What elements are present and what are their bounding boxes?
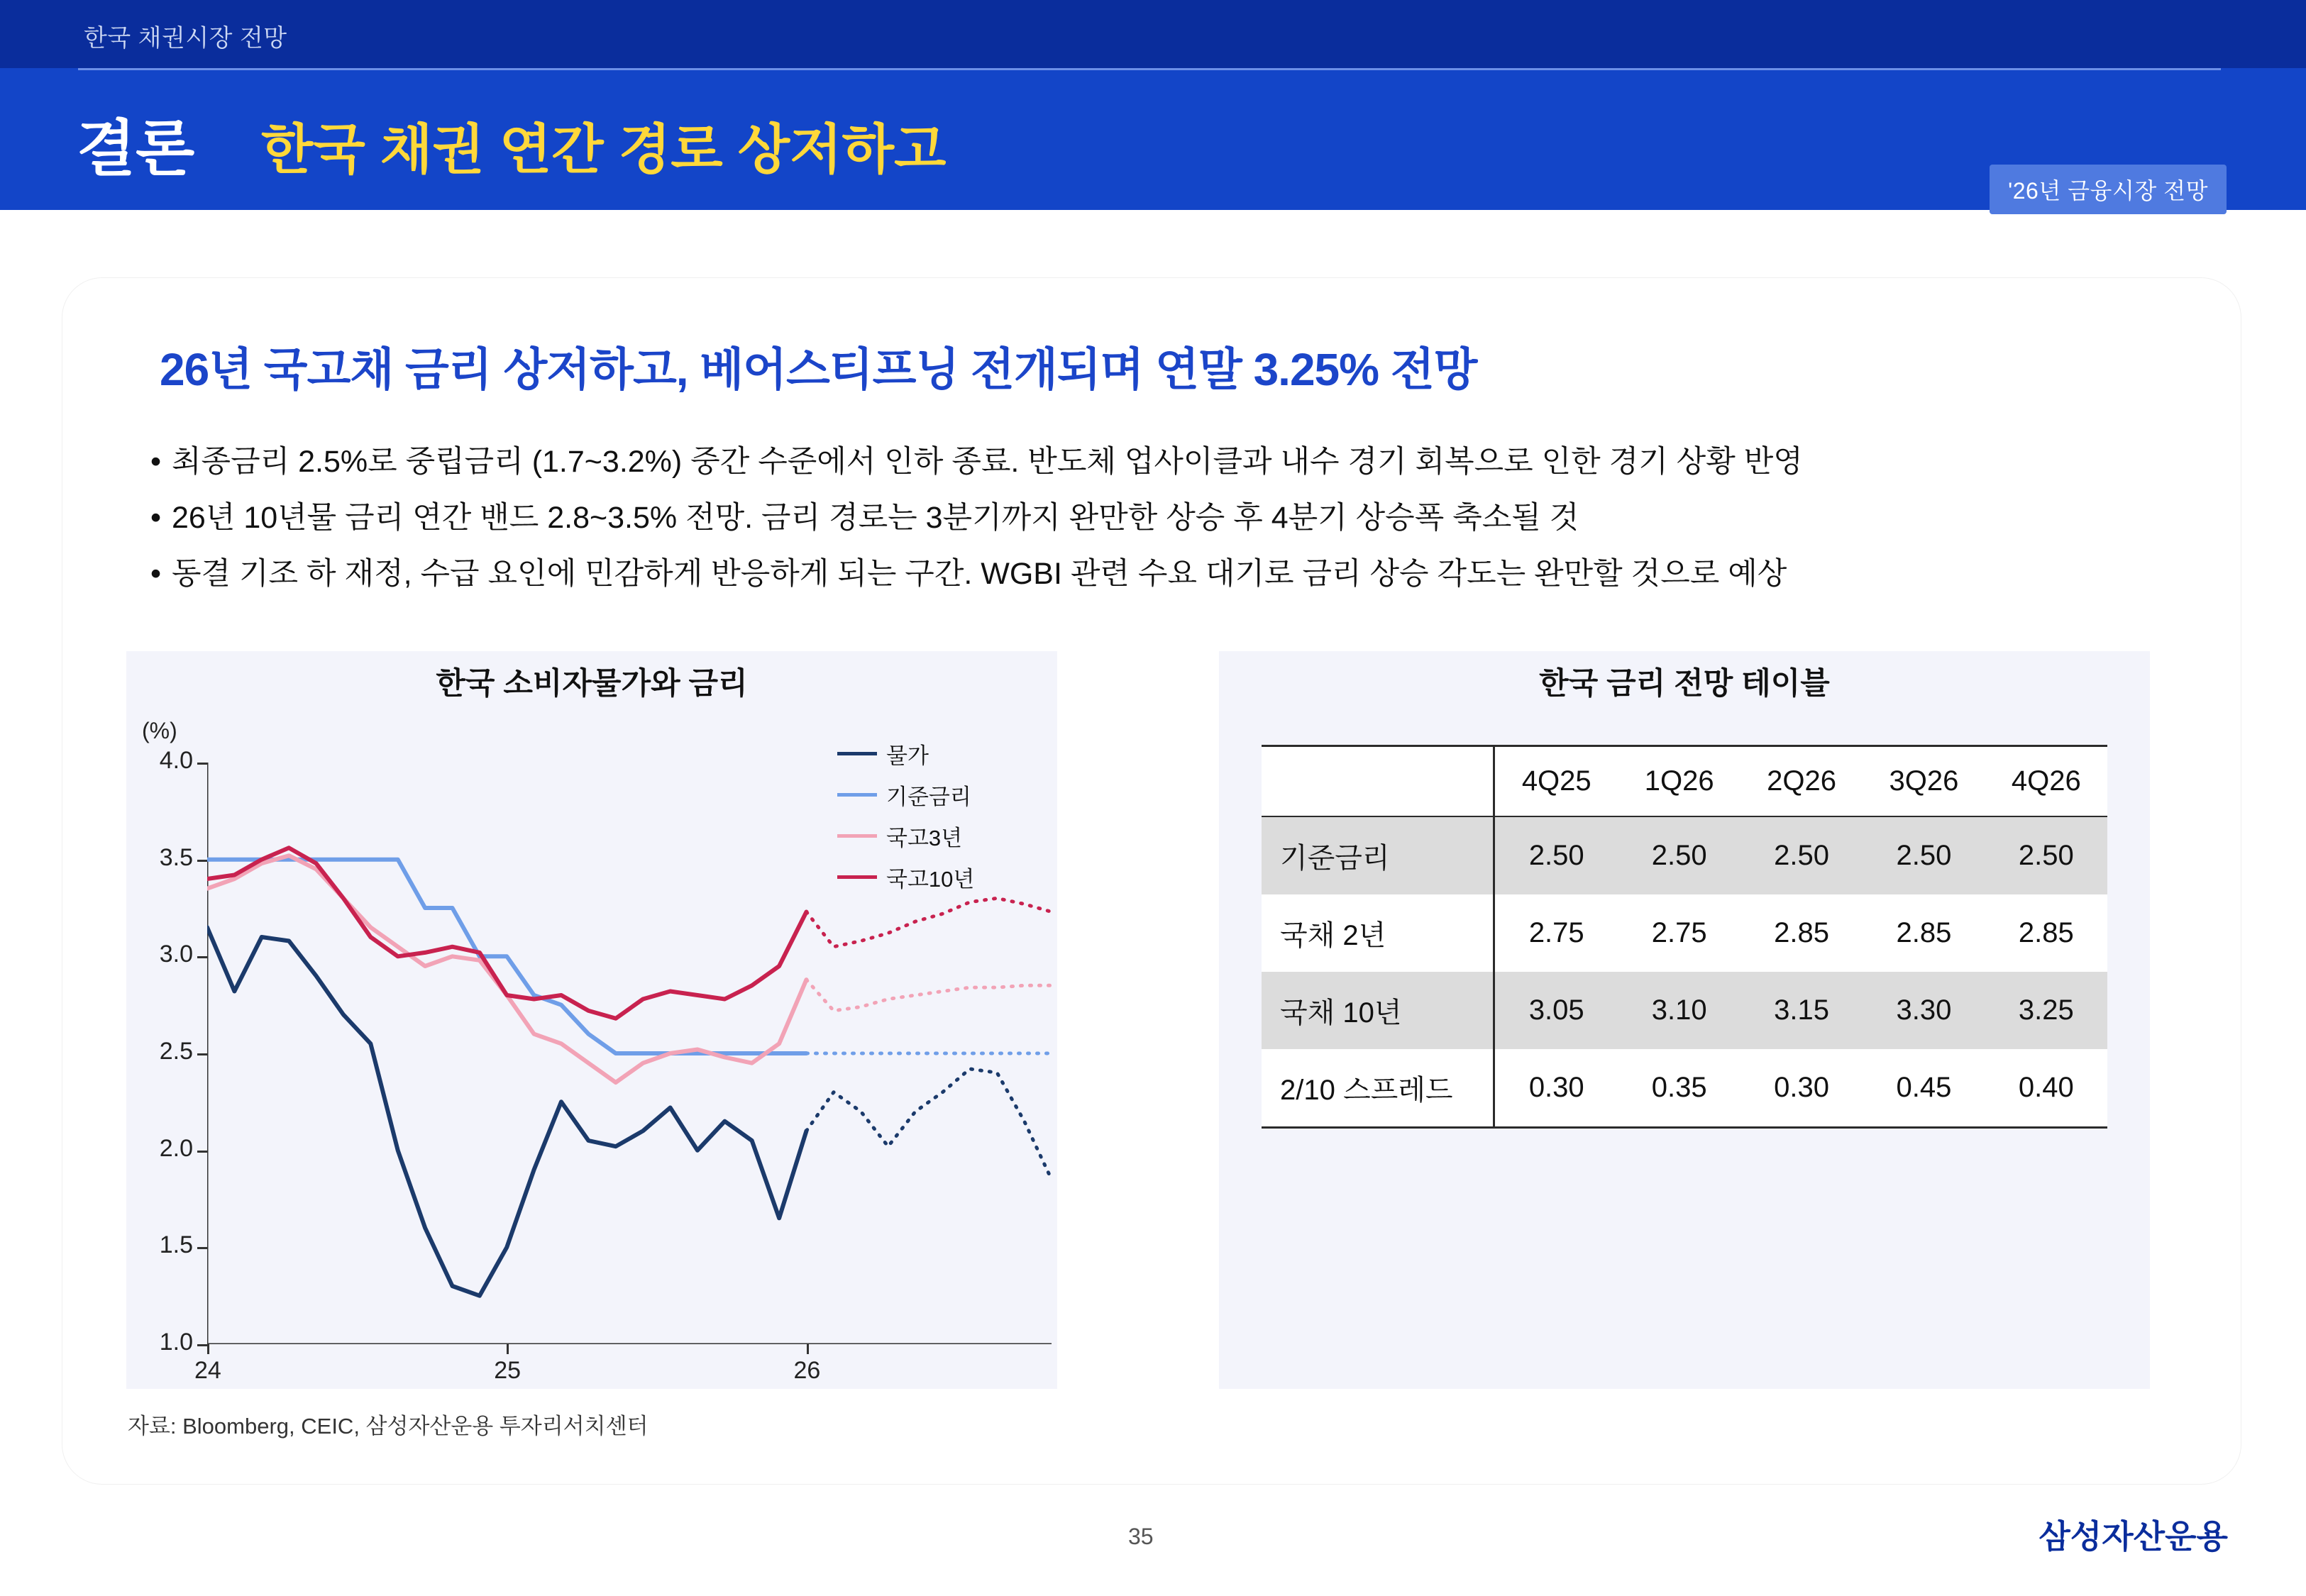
row-label: 국채 2년: [1262, 894, 1494, 972]
table-cell: 3.15: [1740, 972, 1863, 1049]
top-strip: [0, 0, 2306, 68]
y-tick: [197, 860, 207, 862]
table-cell: 2.85: [2018, 917, 2074, 948]
legend-item: [837, 738, 974, 770]
y-tick-label: 1.0: [159, 1329, 193, 1356]
table-cell: 2.50: [1618, 816, 1740, 894]
table-header-row: [1262, 746, 2107, 817]
row-label: 기준금리: [1262, 816, 1494, 894]
y-tick: [197, 1151, 207, 1153]
y-tick: [197, 1247, 207, 1249]
list-item: [150, 447, 2166, 477]
table-cell: 2.85: [1896, 917, 1952, 948]
y-tick: [197, 1053, 207, 1055]
legend-swatch-icon: [837, 752, 877, 755]
page-title: 결론: [77, 115, 195, 183]
page-number: 35: [1128, 1524, 1154, 1549]
table-cell: 2.50: [1494, 816, 1618, 894]
table-cell: 0.35: [1618, 1049, 1740, 1128]
table-row: [1262, 1049, 2107, 1128]
table-cell: 3.05: [1494, 972, 1618, 1049]
y-tick-label: 2.0: [159, 1134, 193, 1162]
table-row: [1262, 972, 2107, 1049]
column-header: 2Q26: [1740, 746, 1863, 817]
table-cell: 2.75: [1651, 917, 1707, 948]
table-cell: 3.10: [1618, 972, 1740, 1049]
column-header: 3Q26: [1863, 746, 1985, 817]
legend-swatch-icon: [837, 875, 877, 879]
x-tick: [207, 1344, 209, 1354]
bullet-marker: •: [150, 445, 162, 479]
chart-title: 한국 소비자물가와 금리: [436, 667, 748, 701]
table-cell: 3.25: [1985, 972, 2107, 1049]
header-divider: [78, 68, 2221, 70]
legend-label: 기준금리: [886, 785, 971, 809]
table-row: [1262, 816, 2107, 894]
chart-unit-label: (%): [142, 718, 177, 743]
column-header: 1Q26: [1618, 746, 1740, 817]
legend-item: [837, 861, 974, 893]
source-note: 자료: Bloomberg, CEIC, 삼성자산운용 투자리서치센터: [128, 1414, 649, 1439]
y-tick-label: 2.5: [159, 1038, 193, 1065]
legend-swatch-icon: [837, 834, 877, 838]
legend-label: 물가: [886, 743, 929, 768]
x-tick: [807, 1344, 809, 1354]
table-cell: 2.50: [1863, 816, 1985, 894]
table-cell: 0.45: [1863, 1049, 1985, 1128]
y-tick-label: 4.0: [159, 747, 193, 774]
bullet-text: 최종금리 2.5%로 중립금리 (1.7~3.2%) 중간 수준에서 인하 종료. 반도체 업사이클과 내수 경기 회복으로 인한 경기 상황 반영: [172, 445, 1803, 479]
bullet-text: 26년 10년물 금리 연간 밴드 2.8~3.5% 전망. 금리 경로는 3분기까지 완만한 상승 후 4분기 상승폭 축소될 것: [172, 501, 1579, 535]
x-tick: [507, 1344, 509, 1354]
table-cell: 0.30: [1494, 1049, 1618, 1128]
forecast-table: [1262, 745, 2107, 1129]
eyebrow-label: 한국 채권시장 전망: [84, 25, 287, 52]
y-tick: [197, 956, 207, 958]
legend-item: [837, 820, 974, 852]
legend-label: 국고10년: [886, 867, 975, 892]
table-cell: 2.50: [1740, 816, 1863, 894]
status-badge: '26년 금융시장 전망: [1990, 165, 2227, 214]
legend-item: [837, 779, 974, 811]
row-label: 국채 10년: [1262, 972, 1494, 1049]
table-cell: 2.75: [1528, 917, 1584, 948]
brand-logo: 삼성자산운용: [2039, 1518, 2228, 1555]
table-corner-cell: [1262, 746, 1494, 817]
table-cell: 2.50: [1985, 816, 2107, 894]
y-tick-label: 3.0: [159, 941, 193, 968]
table-cell: 0.30: [1740, 1049, 1863, 1128]
legend-label: 국고3년: [886, 826, 963, 850]
row-label: 2/10 스프레드: [1262, 1049, 1494, 1128]
bullet-list: [150, 447, 2166, 615]
y-tick-label: 3.5: [159, 843, 193, 871]
bullet-text: 동결 기조 하 재정, 수급 요인에 민감하게 반응하게 되는 구간. WGBI 관련 수요 대기로 금리 상승 각도는 완만할 것으로 예상: [172, 557, 1787, 591]
y-tick: [197, 763, 207, 765]
page-subtitle: 한국 채권 연간 경로 상저하고: [261, 120, 947, 180]
table-row: [1262, 894, 2107, 972]
column-header: 4Q25: [1494, 746, 1618, 817]
list-item: [150, 503, 2166, 533]
table-title: 한국 금리 전망 테이블: [1539, 667, 1830, 701]
y-tick-label: 1.5: [159, 1231, 193, 1259]
x-tick-label: 26: [793, 1357, 821, 1384]
chart-legend: [837, 738, 974, 902]
column-header: 4Q26: [1985, 746, 2107, 817]
x-tick-label: 25: [494, 1357, 522, 1384]
legend-swatch-icon: [837, 793, 877, 797]
table-cell: 0.40: [1985, 1049, 2107, 1128]
bullet-marker: •: [150, 501, 162, 535]
x-tick-label: 24: [194, 1357, 221, 1384]
y-tick: [197, 1344, 207, 1346]
section-heading: 26년 국고채 금리 상저하고, 베어스티프닝 전개되며 연말 3.25% 전망: [160, 344, 1477, 395]
bullet-marker: •: [150, 557, 162, 591]
list-item: [150, 559, 2166, 589]
table-cell: 2.85: [1774, 917, 1829, 948]
table-cell: 3.30: [1863, 972, 1985, 1049]
